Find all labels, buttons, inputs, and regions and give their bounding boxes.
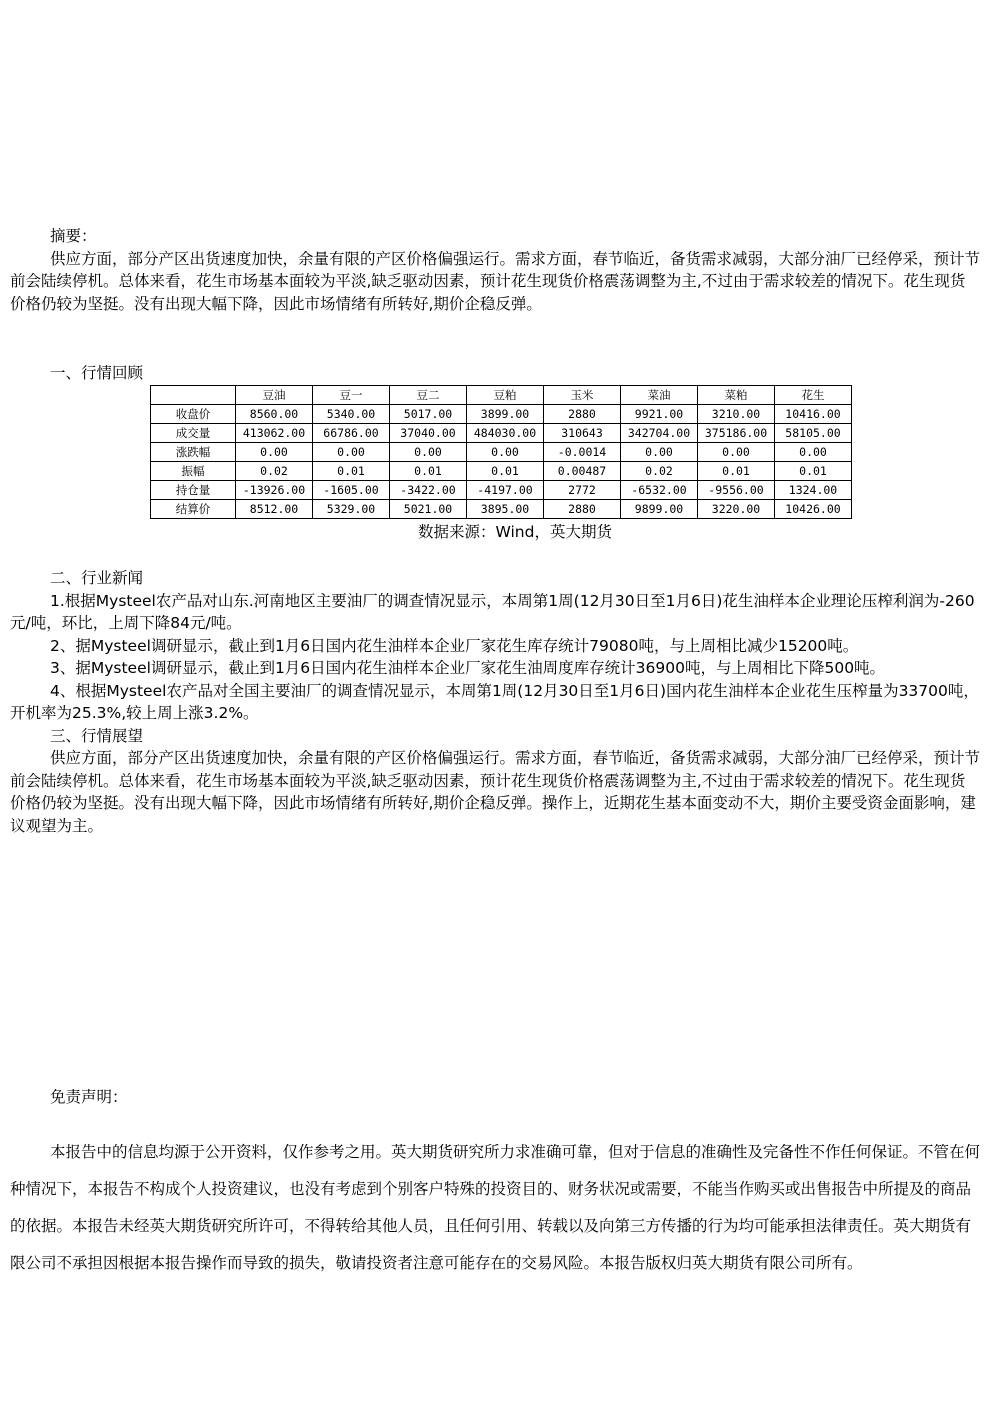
table-cell: 0.01 [698, 462, 775, 481]
table-cell: 3220.00 [698, 500, 775, 519]
table-cell: 2880 [544, 500, 621, 519]
table-cell: 0.00 [313, 443, 390, 462]
table-header-cell: 豆油 [236, 386, 313, 405]
section1-heading-wrap [10, 362, 980, 385]
table-cell: 1324.00 [775, 481, 852, 500]
disclaimer-section [10, 1134, 980, 1282]
table-header-cell: 花生 [775, 386, 852, 405]
table-cell: 0.01 [467, 462, 544, 481]
table-row [151, 462, 852, 481]
news-item: 3、据Mysteel调研显示，截止到1月6日国内花生油样本企业厂家花生油周度库存统计36900吨，与上周相比下降500吨。 [50, 659, 886, 677]
summary-heading: 摘要： [50, 227, 97, 245]
disclaimer-text: 本报告中的信息均源于公开资料，仅作参考之用。英大期货研究所力求准确可靠，但对于信息的准确性及完备性不作任何保证。不管在何种情况下，本报告不构成个人投资建议，也没有考虑到个别客户特殊的投资目的、财务状况或需要，不能当作购买或出售报告中所提及的商品的依据。本报告未经英大期货研究所许可，不得转给其他人员，且任何引用、转载以及向第三方传播的行为均可能承担法律责任。英大期货有限公司不承担因根据本报告操作而导致的损失，敬请投资者注意可能存在的交易风险。本报告版权归英大期货有限公司所有。 [10, 1143, 981, 1272]
news-item: 1.根据Mysteel农产品对山东.河南地区主要油厂的调查情况显示，本周第1周(12月30日至1月6日)花生油样本企业理论压榨利润为-260元/吨，环比，上周下降84元/吨。 [10, 591, 975, 632]
table-cell: -0.0014 [544, 443, 621, 462]
table-row [151, 500, 852, 519]
table-cell: -13926.00 [236, 481, 313, 500]
table-row [151, 443, 852, 462]
row-label: 振幅 [151, 462, 236, 481]
table-cell: 9921.00 [621, 405, 698, 424]
row-label: 涨跌幅 [151, 443, 236, 462]
table-cell: 5329.00 [313, 500, 390, 519]
section3-heading: 三、行情展望 [50, 726, 144, 745]
table-cell: 342704.00 [621, 424, 698, 443]
table-cell: -1605.00 [313, 481, 390, 500]
table-cell: 0.00487 [544, 462, 621, 481]
table-cell: 375186.00 [698, 424, 775, 443]
row-label: 结算价 [151, 500, 236, 519]
table-cell: 0.00 [236, 443, 313, 462]
table-cell: 2772 [544, 481, 621, 500]
disclaimer-heading: 免责声明： [50, 1088, 128, 1106]
table-cell: 37040.00 [390, 424, 467, 443]
table-cell: 3895.00 [467, 500, 544, 519]
market-table-wrap [150, 385, 852, 519]
table-cell: 0.00 [467, 443, 544, 462]
table-header-cell [151, 386, 236, 405]
table-cell: 0.01 [775, 462, 852, 481]
table-header-cell: 玉米 [544, 386, 621, 405]
row-label: 收盘价 [151, 405, 236, 424]
table-cell: -6532.00 [621, 481, 698, 500]
outlook-text: 供应方面，部分产区出货速度加快，余量有限的产区价格偏强运行。需求方面，春节临近，备货需求减弱，大部分油厂已经停采，预计节前会陆续停机。总体来看，花生市场基本面较为平淡,缺乏驱动因素，预计花生现货价格震荡调整为主,不过由于需求较差的情况下。花生现货价格仍较为坚挺。没有出现大幅下降，因此市场情绪有所转好,期价企稳反弹。操作上，近期花生基本面变动不大，期价主要受资金面影响，建议观望为主。 [10, 749, 981, 835]
news-item: 4、根据Mysteel农产品对全国主要油厂的调查情况显示，本周第1周(12月30日至1月6日)国内花生油样本企业花生压榨量为33700吨，开机率为25.3%,较上周上涨3.2%。 [10, 681, 979, 722]
table-cell: 5017.00 [390, 405, 467, 424]
table-header-cell: 菜油 [621, 386, 698, 405]
table-cell: 9899.00 [621, 500, 698, 519]
table-header-cell: 豆二 [390, 386, 467, 405]
table-cell: 8560.00 [236, 405, 313, 424]
table-header-row [151, 386, 852, 405]
table-cell: 2880 [544, 405, 621, 424]
table-cell: 3210.00 [698, 405, 775, 424]
table-cell: 5340.00 [313, 405, 390, 424]
table-cell: 0.02 [621, 462, 698, 481]
table-cell: 10426.00 [775, 500, 852, 519]
table-row [151, 424, 852, 443]
table-cell: 5021.00 [390, 500, 467, 519]
summary-text: 供应方面，部分产区出货速度加快，余量有限的产区价格偏强运行。需求方面，春节临近，备货需求减弱，大部分油厂已经停采，预计节前会陆续停机。总体来看，花生市场基本面较为平淡,缺乏驱动因素，预计花生现货价格震荡调整为主,不过由于需求较差的情况下。花生现货价格仍较为坚挺。没有出现大幅下降，因此市场情绪有所转好,期价企稳反弹。 [10, 249, 981, 313]
row-label: 成交量 [151, 424, 236, 443]
table-row [151, 405, 852, 424]
section1-heading: 一、行情回顾 [50, 364, 144, 382]
table-cell: 0.00 [621, 443, 698, 462]
news-section [10, 567, 980, 837]
table-cell: 0.00 [698, 443, 775, 462]
table-header-cell: 菜粕 [698, 386, 775, 405]
table-cell: 66786.00 [313, 424, 390, 443]
summary-section [10, 225, 980, 315]
disclaimer-heading-wrap [10, 1086, 980, 1109]
table-cell: 484030.00 [467, 424, 544, 443]
table-header-cell: 豆粕 [467, 386, 544, 405]
table-cell: -3422.00 [390, 481, 467, 500]
section2-heading: 二、行业新闻 [50, 569, 144, 587]
table-row [151, 481, 852, 500]
market-table [150, 385, 852, 519]
row-label: 持仓量 [151, 481, 236, 500]
news-item: 2、据Mysteel调研显示，截止到1月6日国内花生油样本企业厂家花生库存统计79080吨，与上周相比减少15200吨。 [50, 636, 859, 655]
table-cell: 58105.00 [775, 424, 852, 443]
table-cell: 310643 [544, 424, 621, 443]
table-cell: 0.00 [775, 443, 852, 462]
table-cell: 0.01 [313, 462, 390, 481]
table-cell: 3899.00 [467, 405, 544, 424]
table-cell: 8512.00 [236, 500, 313, 519]
table-cell: 10416.00 [775, 405, 852, 424]
table-cell: 0.02 [236, 462, 313, 481]
data-source: 数据来源：Wind，英大期货 [418, 523, 612, 541]
table-header-cell: 豆一 [313, 386, 390, 405]
table-cell: 0.00 [390, 443, 467, 462]
table-cell: 0.01 [390, 462, 467, 481]
table-cell: -4197.00 [467, 481, 544, 500]
table-cell: 413062.00 [236, 424, 313, 443]
table-cell: -9556.00 [698, 481, 775, 500]
